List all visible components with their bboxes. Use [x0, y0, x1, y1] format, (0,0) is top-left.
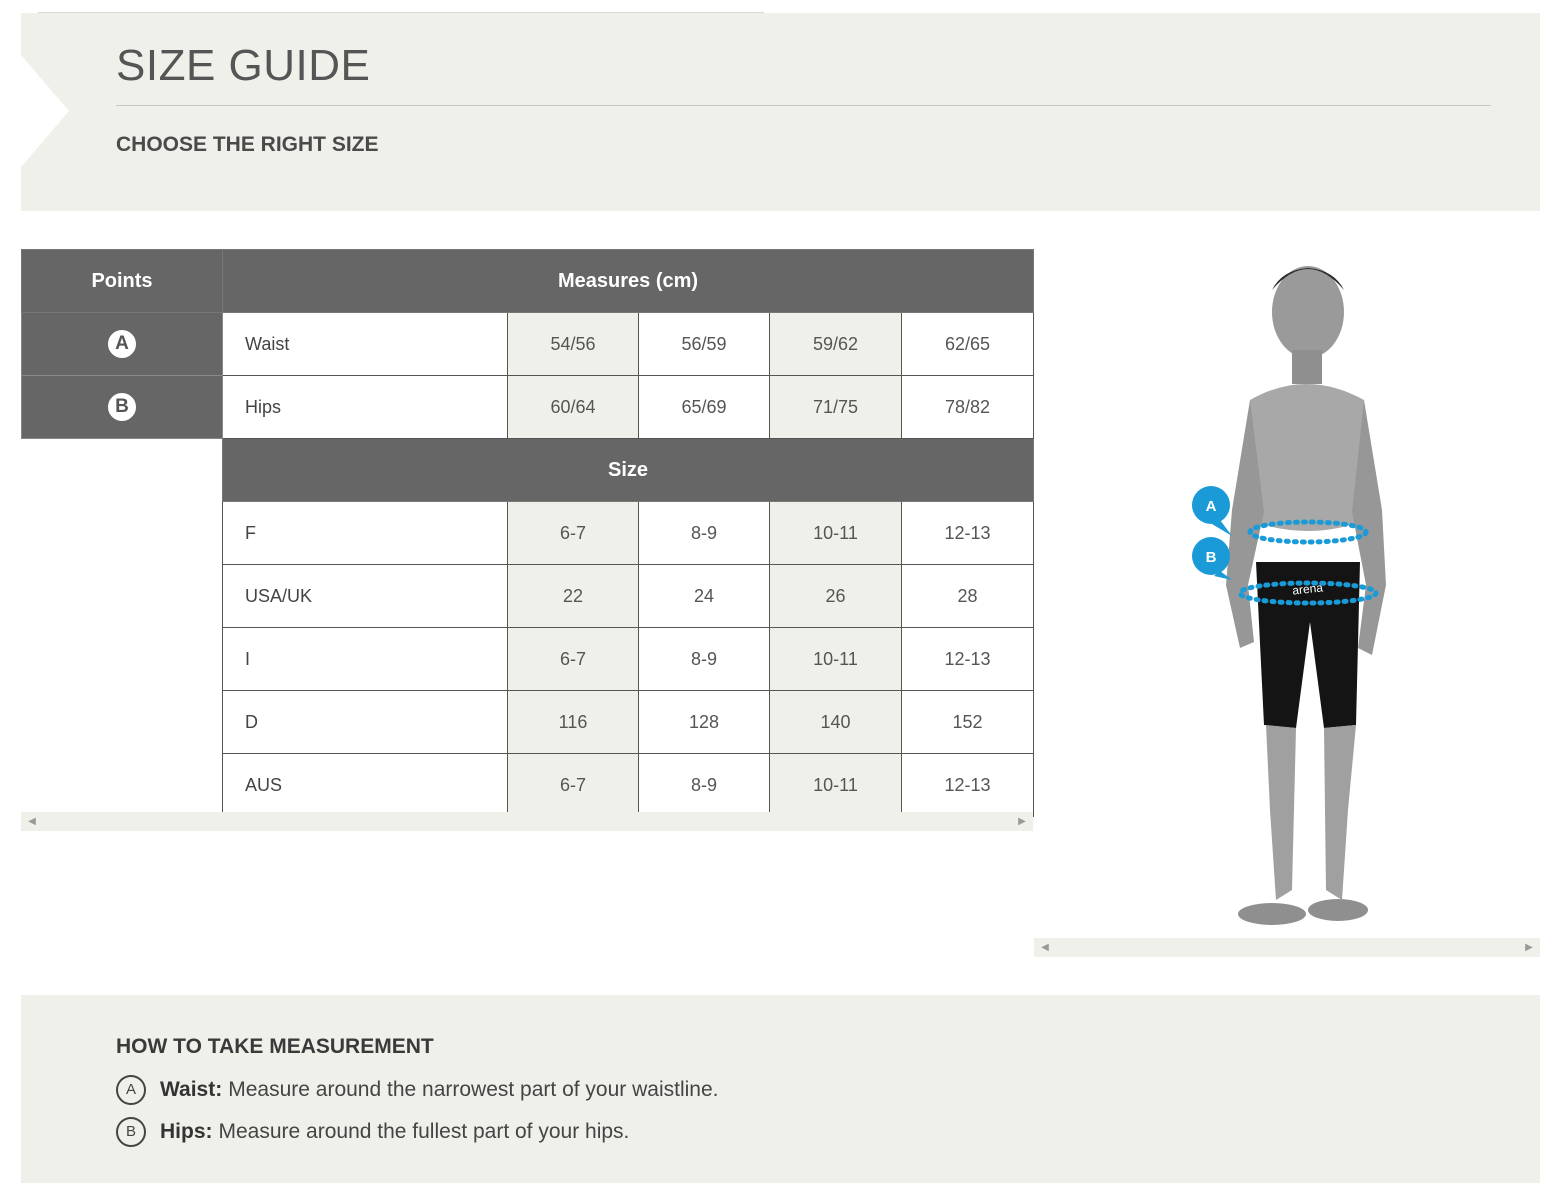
scroll-left-arrow-icon[interactable]: ◀ [28, 816, 36, 827]
point-b-icon: B [116, 1117, 146, 1147]
size-system-label: AUS [223, 754, 508, 817]
table-cell: 116 [508, 691, 639, 754]
table-header-row [22, 250, 1034, 313]
size-header-row [22, 439, 1034, 502]
table-cell: 140 [770, 691, 902, 754]
blank-cell [22, 691, 223, 754]
instruction-waist [116, 1075, 718, 1105]
table-cell: 56/59 [639, 313, 770, 376]
scroll-right-arrow-icon[interactable]: ▶ [1525, 942, 1533, 953]
marker-a-icon [1192, 486, 1232, 536]
size-system-label: D [223, 691, 508, 754]
table-row-waist [22, 313, 1034, 376]
table-cell: 10-11 [770, 628, 902, 691]
table-cell: 78/82 [902, 376, 1034, 439]
measure-label: Waist [223, 313, 508, 376]
page-subtitle: CHOOSE THE RIGHT SIZE [116, 133, 379, 156]
table-cell: 6-7 [508, 628, 639, 691]
table-cell: 59/62 [770, 313, 902, 376]
table-cell: 24 [639, 565, 770, 628]
marker-a-label: A [1205, 498, 1217, 515]
instruction-term: Hips: [160, 1120, 213, 1143]
table-horizontal-scrollbar[interactable] [21, 812, 1033, 831]
table-cell: 128 [639, 691, 770, 754]
marker-b-label: B [1205, 549, 1217, 566]
figure-horizontal-scrollbar[interactable] [1034, 938, 1540, 957]
instructions-title: HOW TO TAKE MEASUREMENT [116, 1035, 434, 1058]
blank-cell [22, 754, 223, 817]
point-a-icon: A [116, 1075, 146, 1105]
marker-b-icon [1192, 537, 1232, 580]
table-row-size-i [22, 628, 1034, 691]
header-notch-decoration [21, 55, 69, 167]
table-cell: 65/69 [639, 376, 770, 439]
table-cell: 8-9 [639, 628, 770, 691]
blank-cell [22, 565, 223, 628]
instruction-hips [116, 1117, 629, 1147]
scroll-left-arrow-icon[interactable]: ◀ [1041, 942, 1049, 953]
table-cell: 12-13 [902, 628, 1034, 691]
point-b-badge: B [106, 391, 138, 423]
table-cell: 10-11 [770, 502, 902, 565]
instruction-term: Waist: [160, 1078, 223, 1101]
table-cell: 10-11 [770, 754, 902, 817]
table-cell: 6-7 [508, 502, 639, 565]
header-divider [116, 105, 1491, 106]
table-cell: 8-9 [639, 502, 770, 565]
table-cell: 26 [770, 565, 902, 628]
table-row-size-d [22, 691, 1034, 754]
blank-cell [22, 439, 223, 502]
table-cell: 152 [902, 691, 1034, 754]
size-system-label: USA/UK [223, 565, 508, 628]
size-system-label: F [223, 502, 508, 565]
size-header: Size [223, 439, 1034, 502]
table-row-size-usa-uk [22, 565, 1034, 628]
table-cell: 54/56 [508, 313, 639, 376]
brand-label: arena [1291, 580, 1324, 598]
instruction-text: Measure around the fullest part of your hips. [218, 1120, 630, 1143]
table-cell: 6-7 [508, 754, 639, 817]
table-cell: 71/75 [770, 376, 902, 439]
table-cell: 12-13 [902, 754, 1034, 817]
size-system-label: I [223, 628, 508, 691]
measurement-instructions [21, 995, 1540, 1183]
page-title: SIZE GUIDE [116, 41, 371, 90]
measures-header: Measures (cm) [223, 250, 1034, 313]
measurement-figure [1120, 250, 1500, 940]
point-a-badge: A [106, 328, 138, 360]
instruction-text: Measure around the narrowest part of your waistline. [228, 1078, 719, 1101]
table-cell: 22 [508, 565, 639, 628]
table-row-size-aus [22, 754, 1034, 817]
table-cell: 12-13 [902, 502, 1034, 565]
table-cell: 8-9 [639, 754, 770, 817]
size-chart-table [21, 249, 1034, 817]
table-row-hips [22, 376, 1034, 439]
table-cell: 28 [902, 565, 1034, 628]
table-row-size-f [22, 502, 1034, 565]
scroll-right-arrow-icon[interactable]: ▶ [1018, 816, 1026, 827]
blank-cell [22, 502, 223, 565]
blank-cell [22, 628, 223, 691]
table-cell: 60/64 [508, 376, 639, 439]
measure-label: Hips [223, 376, 508, 439]
point-a-cell [22, 313, 223, 376]
points-header: Points [22, 250, 223, 313]
table-cell: 62/65 [902, 313, 1034, 376]
boy-figure-illustration [1120, 250, 1500, 940]
point-b-cell [22, 376, 223, 439]
size-guide-header [21, 13, 1540, 211]
